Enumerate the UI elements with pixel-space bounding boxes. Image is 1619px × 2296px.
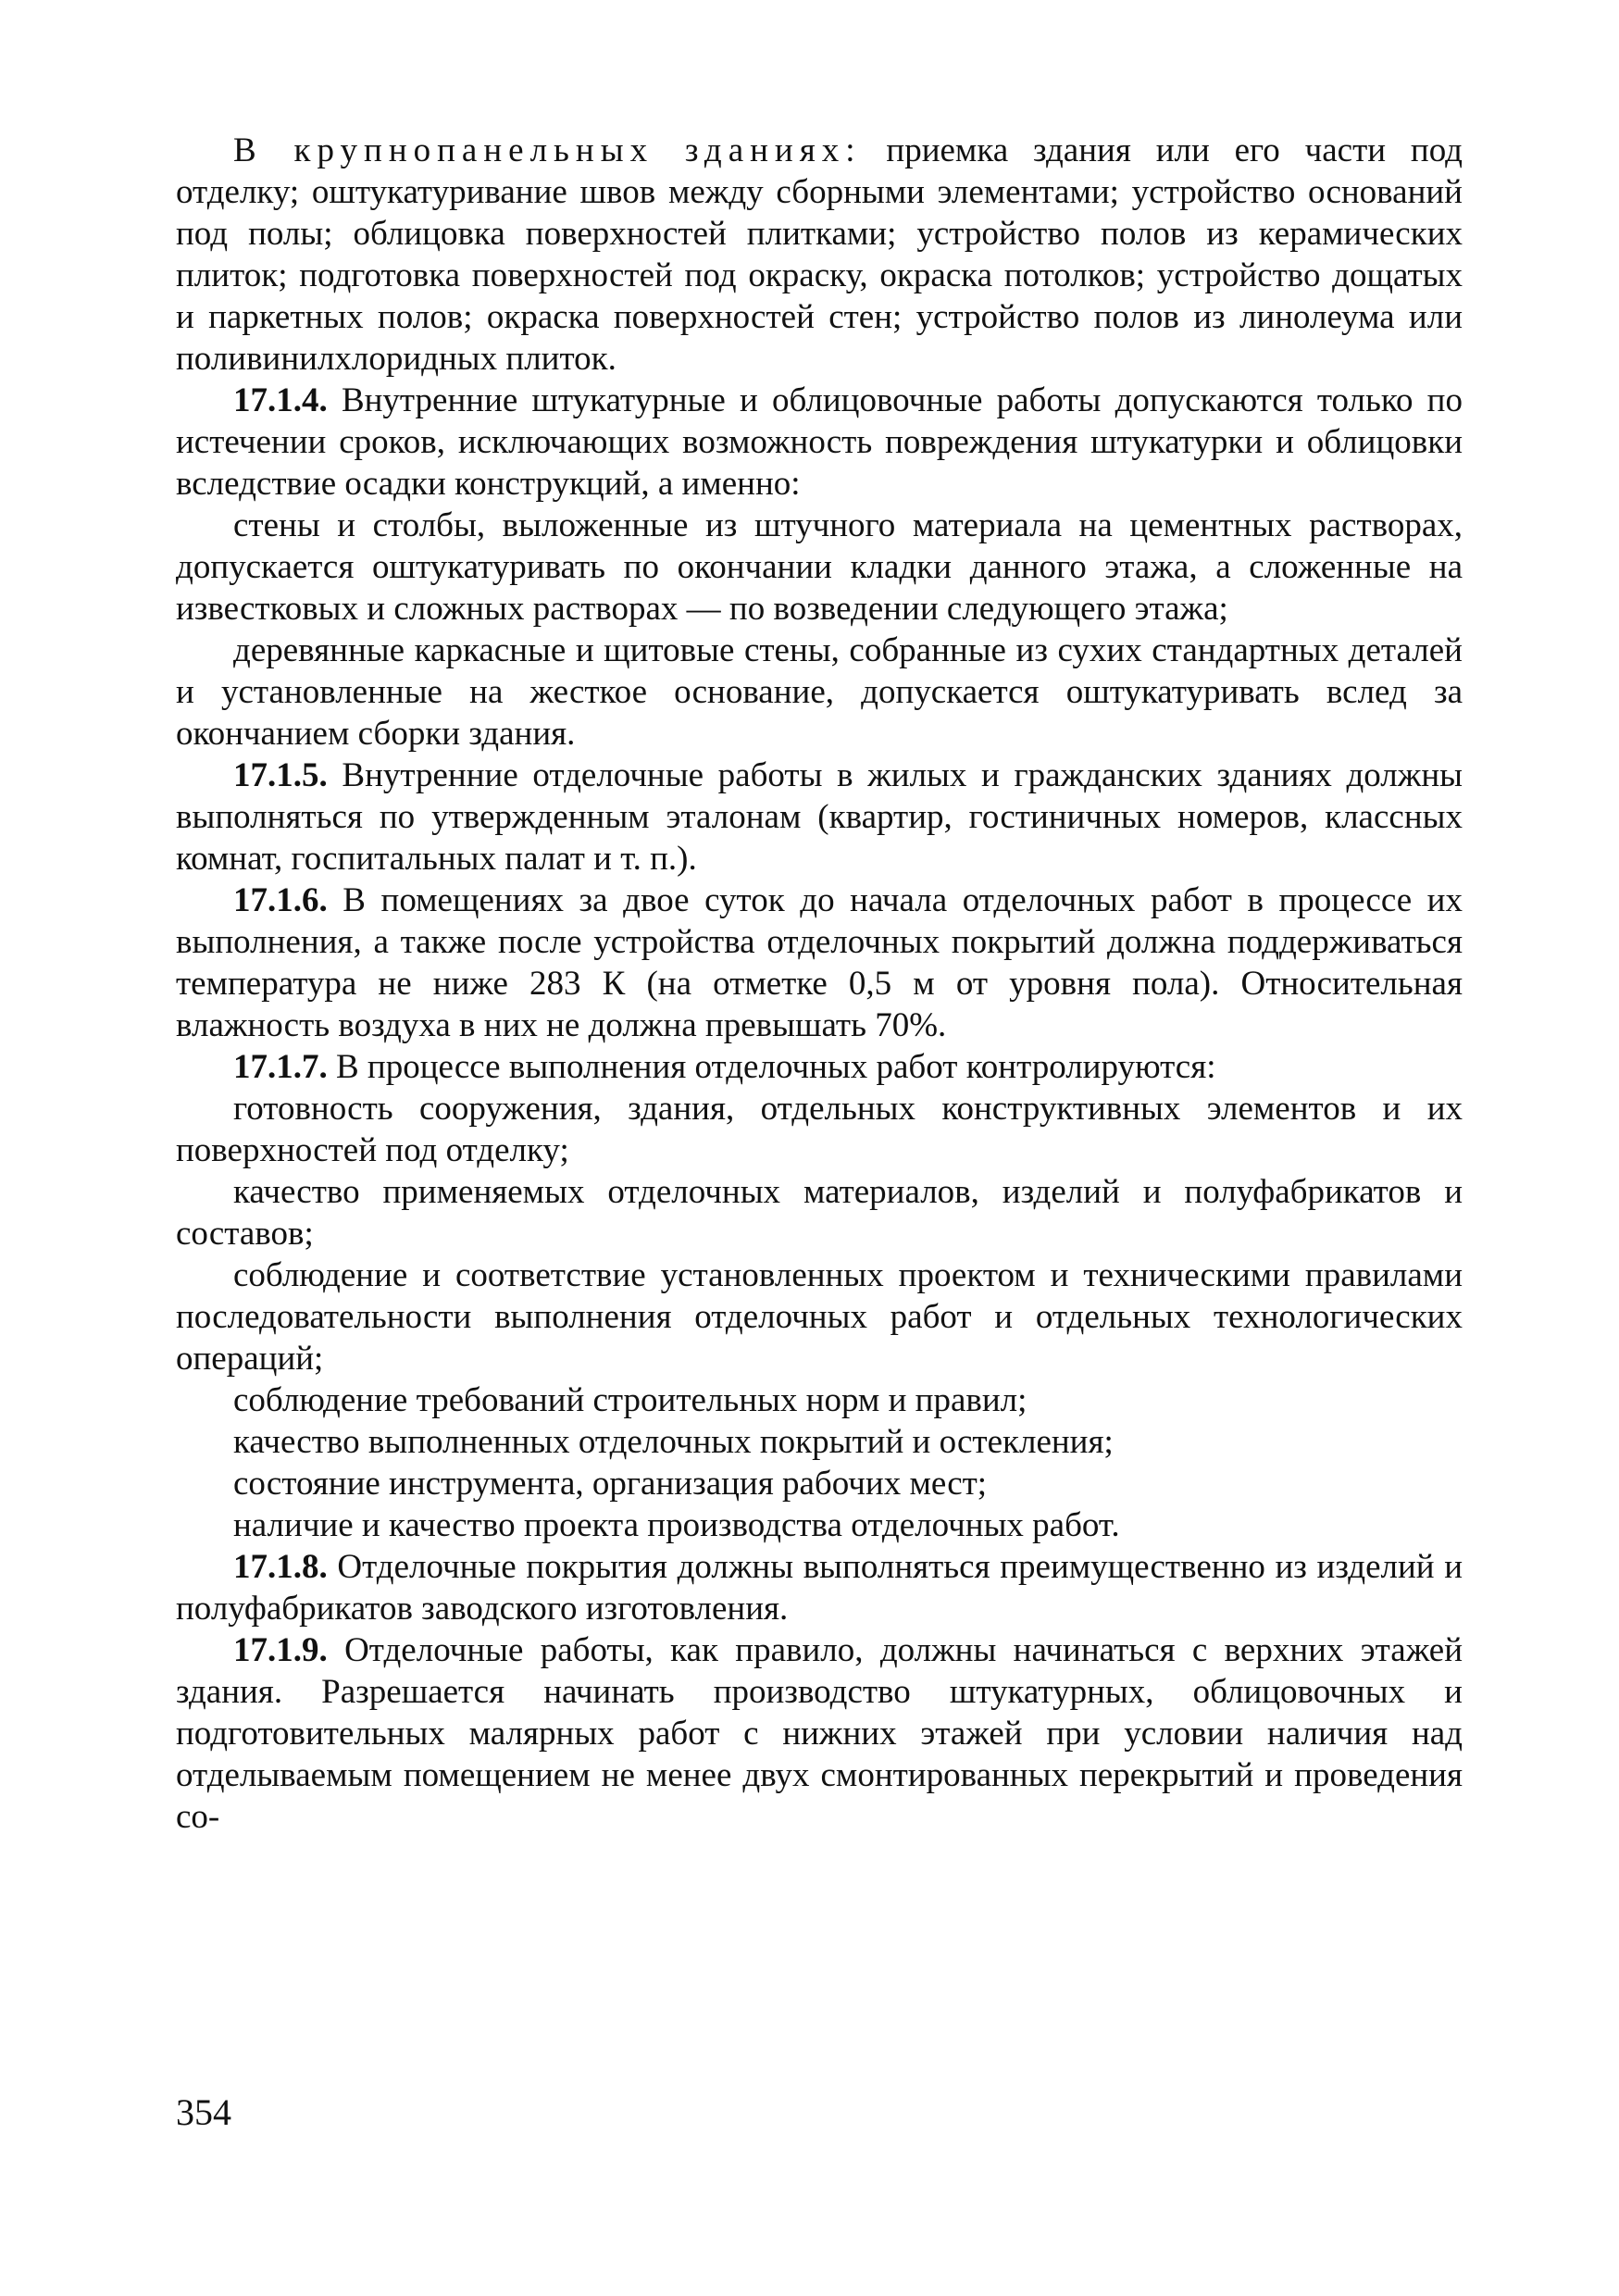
- paragraph: [176, 630, 1463, 755]
- paragraph: [176, 1463, 1463, 1504]
- spaced-heading: В крупнопанельных зданиях:: [233, 131, 862, 169]
- clause-number: 17.1.8.: [233, 1548, 328, 1586]
- paragraph: [176, 1171, 1463, 1254]
- clause-number: 17.1.9.: [233, 1631, 328, 1669]
- paragraph: [176, 380, 1463, 505]
- paragraph: [176, 1629, 1463, 1838]
- paragraph-text: готовность сооружения, здания, отдельных конструктивных элементов и их поверхностей под отделку;: [176, 1090, 1463, 1169]
- paragraph: [176, 755, 1463, 880]
- paragraph-text: Отделочные покрытия должны выполняться преимущественно из изделий и полуфабрикатов заводского изготовления.: [176, 1548, 1463, 1628]
- paragraph-text: деревянные каркасные и щитовые стены, собранные из сухих стандартных деталей и установленные на жесткое основание, допускается оштукатуривать вслед за окончанием сборки здания.: [176, 631, 1463, 753]
- paragraph: [176, 505, 1463, 630]
- paragraph: [176, 1046, 1463, 1088]
- paragraph-text: состояние инструмента, организация рабочих мест;: [233, 1465, 988, 1503]
- paragraph-text: качество применяемых отделочных материалов, изделий и полуфабрикатов и составов;: [176, 1173, 1463, 1253]
- paragraph: [176, 1379, 1463, 1421]
- paragraph-text: приемка здания или его части под отделку; оштукатуривание швов между сборными элементами; устройство оснований под полы; облицовка поверхностей плитками; устройство полов из керамических плиток; подготовка поверхностей под окраску, окраска потолков; устройство дощатых и паркетных полов; окраска поверхностей стен; устройство полов из линолеума или поливинилхлоридных плиток.: [176, 131, 1463, 378]
- paragraph-text: качество выполненных отделочных покрытий и остекления;: [233, 1423, 1114, 1461]
- clause-number: 17.1.7.: [233, 1048, 328, 1086]
- paragraph-text: Внутренние отделочные работы в жилых и гражданских зданиях должны выполняться по утвержденным эталонам (квартир, гостиничных номеров, классных комнат, госпитальных палат и т. п.).: [176, 756, 1463, 878]
- clause-number: 17.1.4.: [233, 381, 328, 419]
- paragraph-text: Внутренние штукатурные и облицовочные работы допускаются только по истечении сроков, исключающих возможность повреждения штукатурки и облицовки вследствие осадки конструкций, а именно:: [176, 381, 1463, 503]
- paragraph: [176, 1504, 1463, 1546]
- clause-number: 17.1.6.: [233, 881, 328, 919]
- clause-number: 17.1.5.: [233, 756, 328, 794]
- paragraph: [176, 880, 1463, 1046]
- paragraph-text: Отделочные работы, как правило, должны начинаться с верхних этажей здания. Разрешается начинать производство штукатурных, облицовочных и подготовительных малярных работ с нижних этажей при условии наличия над отделываемым помещением не менее двух смонтированных перекрытий и проведения со-: [176, 1631, 1463, 1836]
- paragraph-text: стены и столбы, выложенные из штучного материала на цементных растворах, допускается оштукатуривать по окончании кладки данного этажа, а сложенные на известковых и сложных растворах — по возведении следующего этажа;: [176, 506, 1463, 628]
- paragraph-text: наличие и качество проекта производства отделочных работ.: [233, 1506, 1120, 1544]
- paragraph: [176, 1546, 1463, 1629]
- paragraph-text: соблюдение требований строительных норм и правил;: [233, 1381, 1027, 1419]
- body-text: [176, 130, 1463, 1838]
- paragraph: [176, 1421, 1463, 1463]
- paragraph-text: В процессе выполнения отделочных работ контролируются:: [327, 1048, 1216, 1086]
- paragraph: [176, 1088, 1463, 1171]
- paragraph-text: соблюдение и соответствие установленных проектом и техническими правилами последовательности выполнения отделочных работ и отдельных технологических операций;: [176, 1256, 1463, 1378]
- paragraph: [176, 1254, 1463, 1379]
- page-number: 354: [176, 2091, 231, 2133]
- paragraph: [176, 130, 1463, 380]
- paragraph-text: В помещениях за двое суток до начала отделочных работ в процессе их выполнения, а также после устройства отделочных покрытий должна поддерживаться температура не ниже 283 К (на отметке 0,5 м от уровня пола). Относительная влажность воздуха в них не должна превышать 70%.: [176, 881, 1463, 1044]
